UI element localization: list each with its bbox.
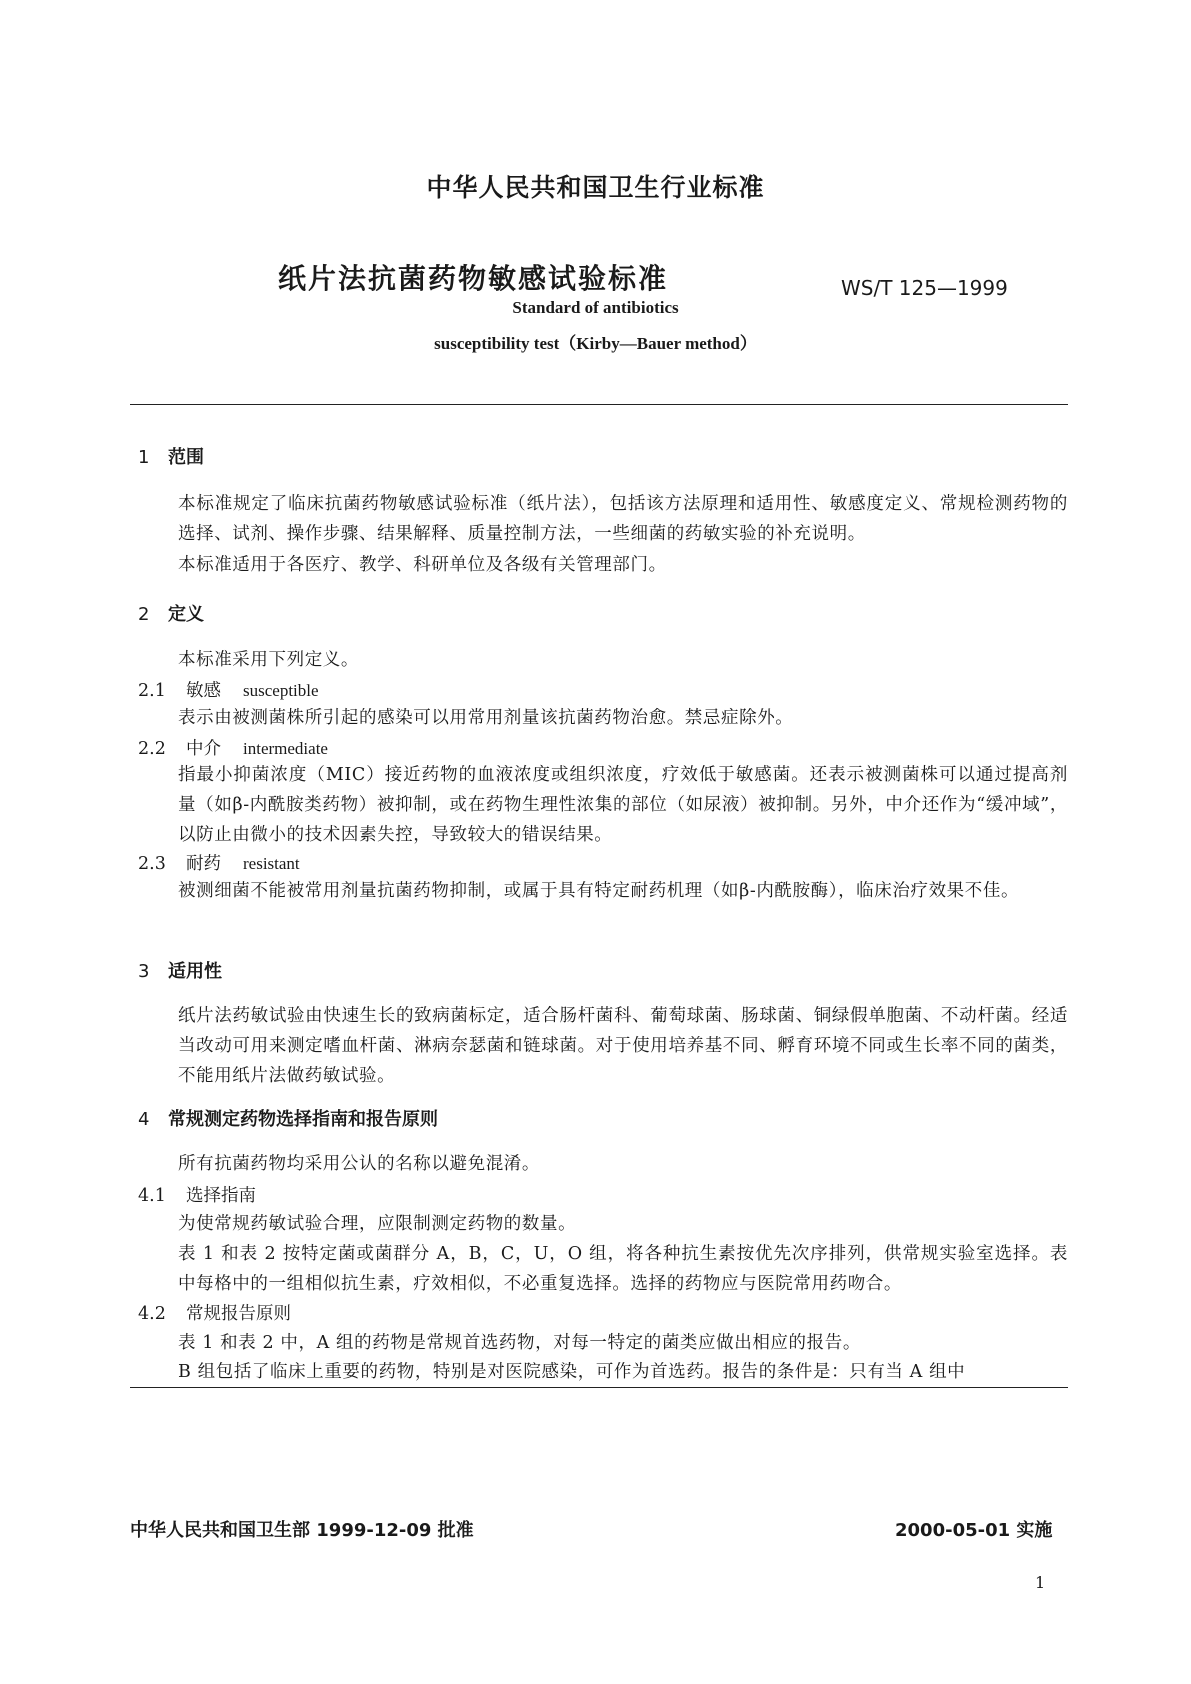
subsection-4-1-paragraph-2 [130,1239,1068,1299]
definition-term-english: intermediate [243,739,328,758]
document-title: 纸片法抗菌药物敏感试验标准 [278,262,669,295]
subsection-4-2-paragraph-1: 表 1 和表 2 中，A 组的药物是常规首选药物，对每一特定的菌类应做出相应的报告。 [178,1333,861,1353]
english-title-line-1: Standard of antibiotics [512,298,679,317]
english-title-line-2: susceptibility test（Kirby—Bauer method） [434,334,757,353]
definition-2-3-text [130,876,1068,906]
section-number: 2 [138,604,150,625]
definition-term-english: resistant [243,854,300,873]
definition-2-1-heading [138,677,319,702]
standard-category: 中华人民共和国卫生行业标准 [426,173,765,202]
section-4-heading [138,1105,438,1131]
approval-line: 中华人民共和国卫生部 1999-12-09 批准 [130,1520,474,1541]
definition-2-2-text [130,760,1068,850]
section-3-heading [138,957,222,983]
definition-2-1-text: 表示由被测菌株所引起的感染可以用常用剂量该抗菌药物治愈。禁忌症除外。 [178,708,794,728]
page-number: 1 [1035,1573,1046,1592]
definition-number: 2.1 [138,681,166,701]
section-title: 常规测定药物选择指南和报告原则 [168,1109,438,1130]
paragraph-text: 本标准规定了临床抗菌药物敏感试验标准（纸片法），包括该方法原理和适用性、敏感度定义、常规检测药物的选择、试剂、操作步骤、结果解释、质量控制方法，一些细菌的药敏实验的补充说明。 [178,494,1068,544]
effective-date: 2000-05-01 实施 [895,1520,1053,1541]
footer-divider [130,1387,1068,1388]
section-3-paragraph [130,1001,1068,1091]
definition-term: 耐药 [186,854,221,874]
subsection-title: 选择指南 [186,1186,256,1206]
subsection-4-1-heading [138,1182,256,1207]
definition-number: 2.3 [138,854,166,874]
section-number: 4 [138,1109,150,1130]
standard-code: WS/T 125—1999 [841,276,1008,300]
subsection-4-1-paragraph-1: 为使常规药敏试验合理，应限制测定药物的数量。 [178,1214,577,1234]
section-4-intro: 所有抗菌药物均采用公认的名称以避免混淆。 [178,1154,540,1174]
section-2-intro: 本标准采用下列定义。 [178,650,359,670]
definition-number: 2.2 [138,739,166,759]
section-number: 1 [138,447,150,468]
subsection-4-2-heading [138,1300,291,1325]
section-1-paragraph-2: 本标准适用于各医疗、教学、科研单位及各级有关管理部门。 [178,555,667,575]
definition-2-2-heading [138,735,328,760]
subsection-number: 4.1 [138,1186,166,1206]
section-title: 范围 [168,447,204,468]
subsection-title: 常规报告原则 [186,1304,291,1324]
definition-term: 中介 [186,739,221,759]
subsection-number: 4.2 [138,1304,166,1324]
definition-2-3-heading [138,850,300,875]
paragraph-text: 表 1 和表 2 按特定菌或菌群分 A，B，C，U，O 组，将各种抗生素按优先次序排列，供常规实验室选择。表中每格中的一组相似抗生素，疗效相似，不必重复选择。选择的药物应与医院常用药吻合。 [178,1244,1068,1294]
definition-term-english: susceptible [243,681,319,700]
section-title: 定义 [168,604,204,625]
section-number: 3 [138,961,150,982]
section-1-paragraph-1 [130,489,1068,549]
paragraph-text: 指最小抑菌浓度（MIC）接近药物的血液浓度或组织浓度，疗效低于敏感菌。还表示被测菌株可以通过提高剂量（如β-内酰胺类药物）被抑制，或在药物生理性浓集的部位（如尿液）被抑制。另外，中介还作为“缓冲域”，以防止由微小的技术因素失控，导致较大的错误结果。 [178,765,1068,845]
section-title: 适用性 [168,961,222,982]
paragraph-text: 纸片法药敏试验由快速生长的致病菌标定，适合肠杆菌科、葡萄球菌、肠球菌、铜绿假单胞菌、不动杆菌。经适当改动可用来测定嗜血杆菌、淋病奈瑟菌和链球菌。对于使用培养基不同、孵育环境不同或生长率不同的菌类，不能用纸片法做药敏试验。 [178,1006,1068,1086]
header-divider [130,404,1068,405]
subsection-4-2-paragraph-2: B 组包括了临床上重要的药物，特别是对医院感染，可作为首选药。报告的条件是：只有当 A 组中 [178,1362,966,1382]
paragraph-text: 被测细菌不能被常用剂量抗菌药物抑制，或属于具有特定耐药机理（如β-内酰胺酶），临床治疗效果不佳。 [178,881,1020,901]
section-1-heading [138,443,204,469]
definition-term: 敏感 [186,681,221,701]
section-2-heading [138,600,204,626]
